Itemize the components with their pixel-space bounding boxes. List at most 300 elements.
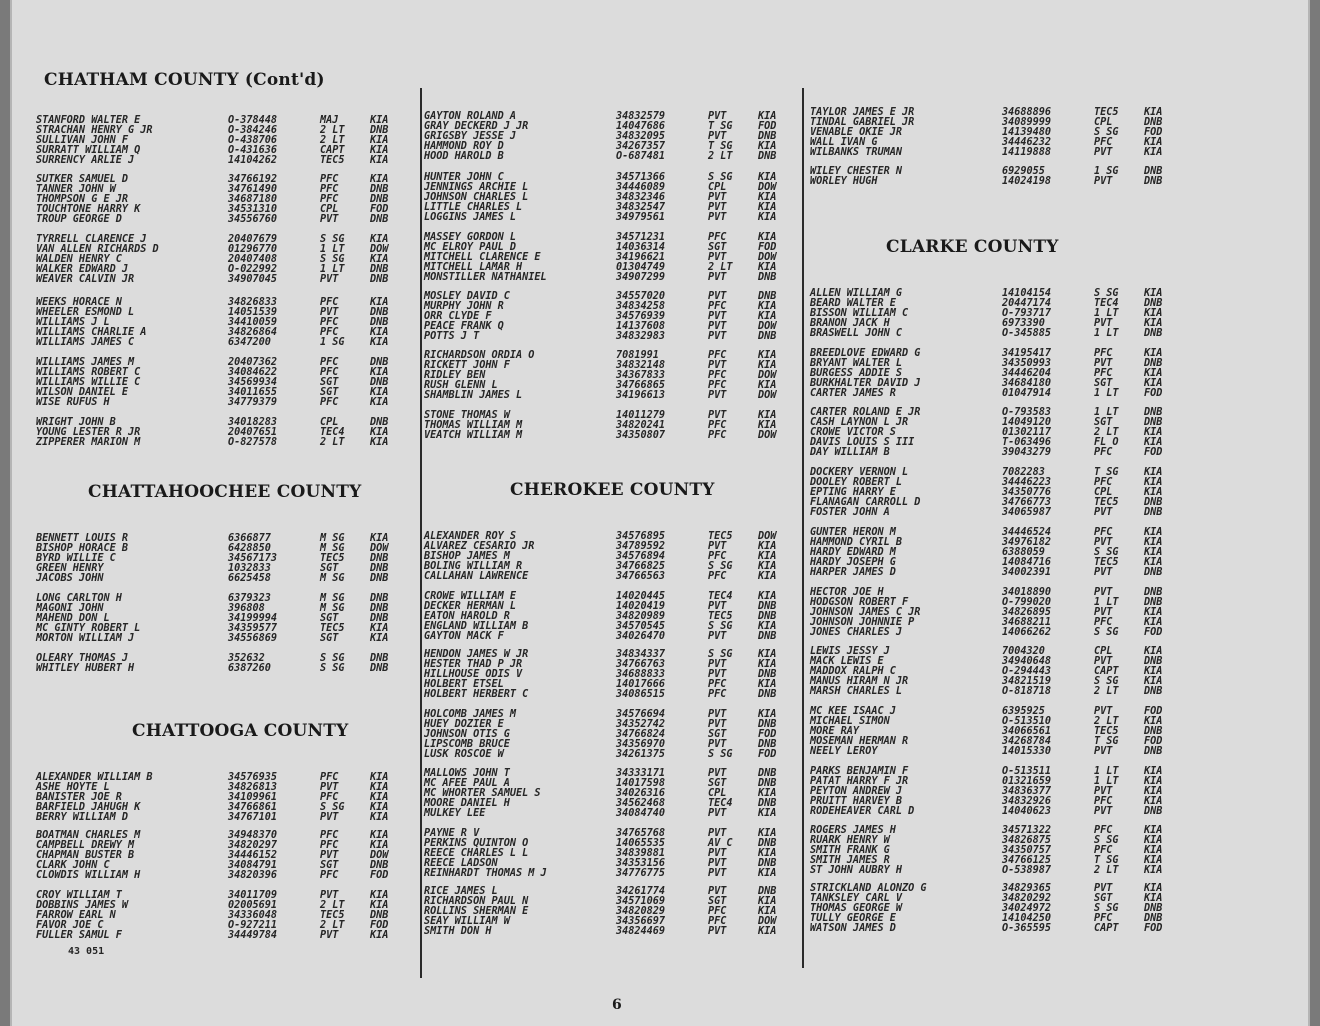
- rank: S SG: [320, 802, 345, 813]
- rank: PFC: [708, 551, 727, 562]
- service-number: 34571366: [616, 172, 666, 183]
- status: DNB: [1144, 913, 1163, 924]
- service-number: 01047914: [1002, 388, 1052, 399]
- service-number: 34066561: [1002, 726, 1052, 737]
- rank: 1 SG: [1094, 166, 1119, 177]
- casualty-name: ALLEN WILLIAM G: [810, 288, 903, 299]
- status: KIA: [370, 900, 389, 911]
- service-number: 34940648: [1002, 656, 1052, 667]
- casualty-name: HILLHOUSE ODIS V: [424, 669, 523, 680]
- casualty-name: HUNTER JOHN C: [424, 172, 504, 183]
- casualty-name: MC GINTY ROBERT L: [36, 623, 141, 634]
- casualty-name: BYRD WILLIE C: [36, 553, 116, 564]
- service-number: 34576939: [616, 311, 666, 322]
- status: FOD: [758, 121, 777, 132]
- service-number: 20447174: [1002, 298, 1052, 309]
- service-number: 34267357: [616, 141, 666, 152]
- service-number: 34359577: [228, 623, 278, 634]
- document-page: [10, 0, 1310, 1026]
- status: KIA: [370, 437, 389, 448]
- casualty-name: BRANON JACK H: [810, 318, 890, 329]
- county-heading: CHATTOOGA COUNTY: [132, 721, 349, 741]
- status: KIA: [1144, 557, 1163, 568]
- rank: SGT: [320, 563, 339, 574]
- service-number: 1032833: [228, 563, 271, 574]
- rank: PVT: [708, 659, 727, 670]
- status: DNB: [1144, 726, 1163, 737]
- casualty-name: MOSEMAN HERMAN R: [810, 736, 909, 747]
- rank: PFC: [708, 301, 727, 312]
- casualty-name: SURRATT WILLIAM Q: [36, 145, 141, 156]
- casualty-name: HECTOR JOE H: [810, 587, 884, 598]
- service-number: 34576895: [616, 531, 666, 542]
- rank: 1 SG: [320, 337, 345, 348]
- status: FOD: [370, 920, 389, 931]
- rank: T SG: [708, 121, 733, 132]
- service-number: 34767101: [228, 812, 278, 823]
- casualty-name: MULKEY LEE: [424, 808, 486, 819]
- rank: TEC4: [1094, 298, 1119, 309]
- service-number: 6388059: [1002, 547, 1045, 558]
- casualty-name: WHEELER ESMOND L: [36, 307, 135, 318]
- service-number: 34356697: [616, 916, 666, 927]
- status: DOW: [758, 430, 777, 441]
- rank: TEC5: [320, 155, 345, 166]
- status: FOD: [370, 204, 389, 215]
- status: DNB: [370, 563, 389, 574]
- rank: PVT: [1094, 806, 1113, 817]
- casualty-name: WILSON DANIEL E: [36, 387, 129, 398]
- status: KIA: [1144, 318, 1163, 329]
- service-number: O-431636: [228, 145, 278, 156]
- rank: S SG: [708, 749, 733, 760]
- rank: PFC: [320, 397, 339, 408]
- casualty-name: ROLLINS SHERMAN E: [424, 906, 529, 917]
- service-number: 34571231: [616, 232, 666, 243]
- status: KIA: [758, 212, 777, 223]
- casualty-name: SEAY WILLIAM W: [424, 916, 510, 927]
- casualty-name: THOMAS GEORGE W: [810, 903, 903, 914]
- service-number: 14119888: [1002, 147, 1052, 158]
- rank: SGT: [708, 729, 727, 740]
- status: KIA: [370, 782, 389, 793]
- status: DNB: [758, 838, 777, 849]
- status: KIA: [758, 192, 777, 203]
- status: KIA: [1144, 855, 1163, 866]
- status: DNB: [1144, 507, 1163, 518]
- casualty-name: MANUS HIRAM N JR: [810, 676, 909, 687]
- rank: TEC5: [320, 553, 345, 564]
- service-number: 34826864: [228, 327, 278, 338]
- service-number: 6379323: [228, 593, 271, 604]
- service-number: 34820989: [616, 611, 666, 622]
- casualty-name: JOHNSON CHARLES L: [424, 192, 529, 203]
- casualty-name: ALEXANDER ROY S: [424, 531, 517, 542]
- service-number: 01304749: [616, 262, 666, 273]
- status: DNB: [370, 357, 389, 368]
- status: KIA: [370, 135, 389, 146]
- casualty-name: HOOD HAROLD B: [424, 151, 504, 162]
- status: KIA: [370, 145, 389, 156]
- rank: PVT: [320, 274, 339, 285]
- rank: TEC4: [320, 427, 345, 438]
- rank: 1 LT: [1094, 766, 1119, 777]
- rank: PFC: [320, 357, 339, 368]
- service-number: 34268784: [1002, 736, 1052, 747]
- status: DNB: [370, 613, 389, 624]
- service-number: 34569934: [228, 377, 278, 388]
- service-number: 34789592: [616, 541, 666, 552]
- status: KIA: [1144, 308, 1163, 319]
- rank: M SG: [320, 603, 345, 614]
- status: KIA: [1144, 865, 1163, 876]
- casualty-name: ST JOHN AUBRY H: [810, 865, 903, 876]
- service-number: 34979561: [616, 212, 666, 223]
- casualty-name: LIPSCOMB BRUCE: [424, 739, 510, 750]
- casualty-name: STRACHAN HENRY G JR: [36, 125, 153, 136]
- rank: CAPT: [1094, 923, 1119, 934]
- casualty-name: SMITH DON H: [424, 926, 492, 937]
- status: KIA: [370, 633, 389, 644]
- rank: SGT: [708, 242, 727, 253]
- service-number: 7004320: [1002, 646, 1045, 657]
- service-number: 14066262: [1002, 627, 1052, 638]
- status: KIA: [1144, 527, 1163, 538]
- casualty-name: RICE JAMES L: [424, 886, 498, 897]
- status: KIA: [1144, 796, 1163, 807]
- casualty-name: STRICKLAND ALONZO G: [810, 883, 927, 894]
- rank: PVT: [1094, 567, 1113, 578]
- status: DNB: [758, 331, 777, 342]
- casualty-name: CROWE VICTOR S: [810, 427, 896, 438]
- casualty-name: GRIGSBY JESSE J: [424, 131, 517, 142]
- status: KIA: [758, 709, 777, 720]
- rank: CPL: [1094, 117, 1113, 128]
- status: KIA: [1144, 378, 1163, 389]
- column-rule: [802, 88, 804, 968]
- service-number: 352632: [228, 653, 265, 664]
- status: FOD: [370, 870, 389, 881]
- service-number: 34688833: [616, 669, 666, 680]
- status: KIA: [758, 906, 777, 917]
- column-rule: [420, 88, 422, 978]
- casualty-name: MAHEND DON L: [36, 613, 110, 624]
- casualty-name: RODEHEAVER CARL D: [810, 806, 915, 817]
- status: KIA: [370, 254, 389, 265]
- status: KIA: [758, 410, 777, 421]
- casualty-name: DOBBINS JAMES W: [36, 900, 129, 911]
- status: DOW: [758, 321, 777, 332]
- service-number: 14137608: [616, 321, 666, 332]
- rank: M SG: [320, 573, 345, 584]
- status: DNB: [1144, 497, 1163, 508]
- casualty-name: MORTON WILLIAM J: [36, 633, 135, 644]
- casualty-name: WILLIAMS J L: [36, 317, 110, 328]
- status: KIA: [758, 828, 777, 839]
- casualty-name: EATON HAROLD R: [424, 611, 510, 622]
- status: DOW: [370, 850, 389, 861]
- service-number: 34687180: [228, 194, 278, 205]
- status: KIA: [370, 337, 389, 348]
- service-number: 34576894: [616, 551, 666, 562]
- rank: PFC: [1094, 368, 1113, 379]
- status: FOD: [1144, 627, 1163, 638]
- service-number: 34820297: [228, 840, 278, 851]
- service-number: 34907045: [228, 274, 278, 285]
- rank: S SG: [708, 649, 733, 660]
- service-number: 34576935: [228, 772, 278, 783]
- status: DNB: [370, 663, 389, 674]
- rank: S SG: [1094, 547, 1119, 558]
- rank: PVT: [708, 202, 727, 213]
- service-number: 34446089: [616, 182, 666, 193]
- rank: PVT: [708, 886, 727, 897]
- service-number: 34026316: [616, 788, 666, 799]
- casualty-name: BREEDLOVE EDWARD G: [810, 348, 921, 359]
- status: DNB: [758, 611, 777, 622]
- casualty-name: BRYANT WALTER L: [810, 358, 903, 369]
- status: DNB: [1144, 417, 1163, 428]
- rank: PVT: [1094, 786, 1113, 797]
- rank: PFC: [320, 792, 339, 803]
- service-number: 34011655: [228, 387, 278, 398]
- rank: TEC5: [1094, 497, 1119, 508]
- service-number: 34562468: [616, 798, 666, 809]
- status: KIA: [758, 541, 777, 552]
- casualty-name: FARROW EARL N: [36, 910, 116, 921]
- casualty-name: VEATCH WILLIAM M: [424, 430, 523, 441]
- casualty-name: BANISTER JOE R: [36, 792, 122, 803]
- rank: TEC5: [320, 910, 345, 921]
- status: DNB: [1144, 298, 1163, 309]
- service-number: 34571069: [616, 896, 666, 907]
- status: DNB: [758, 601, 777, 612]
- status: KIA: [1144, 467, 1163, 478]
- service-number: 34018283: [228, 417, 278, 428]
- rank: AV C: [708, 838, 733, 849]
- status: KIA: [1144, 646, 1163, 657]
- rank: PVT: [708, 631, 727, 642]
- status: KIA: [758, 591, 777, 602]
- rank: PVT: [708, 868, 727, 879]
- rank: 1 LT: [1094, 597, 1119, 608]
- rank: PFC: [708, 232, 727, 243]
- status: KIA: [370, 623, 389, 634]
- service-number: 6929055: [1002, 166, 1045, 177]
- casualty-name: GAYTON MACK F: [424, 631, 504, 642]
- casualty-name: TINDAL GABRIEL JR: [810, 117, 915, 128]
- service-number: 34446204: [1002, 368, 1052, 379]
- status: DNB: [1144, 806, 1163, 817]
- casualty-name: TANNER JOHN W: [36, 184, 116, 195]
- casualty-name: WILLIAMS WILLIE C: [36, 377, 141, 388]
- service-number: 6387260: [228, 663, 271, 674]
- status: KIA: [758, 788, 777, 799]
- rank: PFC: [320, 327, 339, 338]
- casualty-name: MARSH CHARLES L: [810, 686, 903, 697]
- service-number: 34556869: [228, 633, 278, 644]
- service-number: 34766563: [616, 571, 666, 582]
- rank: 2 LT: [708, 262, 733, 273]
- casualty-name: JOHNSON JAMES C JR: [810, 607, 921, 618]
- status: DNB: [758, 798, 777, 809]
- rank: PVT: [1094, 318, 1113, 329]
- service-number: O-799020: [1002, 597, 1052, 608]
- casualty-name: CROY WILLIAM T: [36, 890, 122, 901]
- casualty-name: WILLIAMS JAMES M: [36, 357, 135, 368]
- service-number: 34196613: [616, 390, 666, 401]
- status: DNB: [758, 886, 777, 897]
- status: KIA: [758, 571, 777, 582]
- rank: TEC4: [708, 798, 733, 809]
- service-number: 34832095: [616, 131, 666, 142]
- casualty-name: ORR CLYDE F: [424, 311, 492, 322]
- rank: S SG: [708, 621, 733, 632]
- county-heading: CHEROKEE COUNTY: [510, 480, 715, 500]
- rank: S SG: [320, 254, 345, 265]
- status: KIA: [370, 772, 389, 783]
- rank: SGT: [1094, 893, 1113, 904]
- status: KIA: [1144, 766, 1163, 777]
- status: DNB: [370, 264, 389, 275]
- service-number: 34024972: [1002, 903, 1052, 914]
- service-number: 14024198: [1002, 176, 1052, 187]
- casualty-name: HOLBERT HERBERT C: [424, 689, 529, 700]
- casualty-name: MC KEE ISAAC J: [810, 706, 896, 717]
- status: KIA: [370, 533, 389, 544]
- rank: PVT: [1094, 883, 1113, 894]
- status: KIA: [1144, 477, 1163, 488]
- casualty-name: RICKETT JOHN F: [424, 360, 510, 371]
- status: DNB: [1144, 587, 1163, 598]
- rank: SGT: [320, 633, 339, 644]
- rank: PVT: [708, 212, 727, 223]
- service-number: 14065535: [616, 838, 666, 849]
- casualty-name: CLOWDIS WILLIAM H: [36, 870, 141, 881]
- service-number: 34195417: [1002, 348, 1052, 359]
- casualty-name: DECKER HERMAN L: [424, 601, 517, 612]
- service-number: O-345885: [1002, 328, 1052, 339]
- rank: S SG: [1094, 127, 1119, 138]
- status: KIA: [1144, 676, 1163, 687]
- rank: TEC5: [708, 531, 733, 542]
- rank: S SG: [320, 663, 345, 674]
- service-number: 34907299: [616, 272, 666, 283]
- casualty-name: HARDY JOSEPH G: [810, 557, 896, 568]
- casualty-name: SULLIVAN JOHN F: [36, 135, 129, 146]
- rank: S SG: [708, 172, 733, 183]
- service-number: 14040623: [1002, 806, 1052, 817]
- status: KIA: [1144, 835, 1163, 846]
- rank: PFC: [1094, 527, 1113, 538]
- status: KIA: [370, 840, 389, 851]
- casualty-name: MOORE DANIEL H: [424, 798, 510, 809]
- service-number: 34766763: [616, 659, 666, 670]
- rank: PVT: [708, 926, 727, 937]
- service-number: 34084740: [616, 808, 666, 819]
- casualty-name: MOSLEY DAVID C: [424, 291, 510, 302]
- service-number: O-438706: [228, 135, 278, 146]
- status: KIA: [758, 311, 777, 322]
- service-number: 34834258: [616, 301, 666, 312]
- status: KIA: [758, 896, 777, 907]
- service-number: 34449784: [228, 930, 278, 941]
- rank: PFC: [708, 380, 727, 391]
- rank: 2 LT: [1094, 427, 1119, 438]
- service-number: 34766865: [616, 380, 666, 391]
- rank: SGT: [320, 377, 339, 388]
- status: KIA: [758, 232, 777, 243]
- casualty-name: RUSH GLENN L: [424, 380, 498, 391]
- status: KIA: [1144, 487, 1163, 498]
- status: KIA: [758, 649, 777, 660]
- rank: PFC: [708, 916, 727, 927]
- status: DNB: [370, 910, 389, 921]
- service-number: O-365595: [1002, 923, 1052, 934]
- status: KIA: [1144, 288, 1163, 299]
- rank: CAPT: [320, 145, 345, 156]
- service-number: 34976182: [1002, 537, 1052, 548]
- service-number: 20407651: [228, 427, 278, 438]
- rank: T SG: [1094, 855, 1119, 866]
- casualty-name: WEAVER CALVIN JR: [36, 274, 135, 285]
- service-number: 14011279: [616, 410, 666, 421]
- rank: PVT: [1094, 706, 1113, 717]
- rank: PFC: [320, 297, 339, 308]
- service-number: 34350807: [616, 430, 666, 441]
- casualty-name: PEACE FRANK Q: [424, 321, 504, 332]
- service-number: 14017666: [616, 679, 666, 690]
- service-number: 34350757: [1002, 845, 1052, 856]
- rank: T SG: [1094, 736, 1119, 747]
- service-number: 34688211: [1002, 617, 1052, 628]
- rank: S SG: [1094, 903, 1119, 914]
- casualty-name: MADDOX RALPH C: [810, 666, 896, 677]
- service-number: 34832926: [1002, 796, 1052, 807]
- casualty-name: HODGSON ROBERT F: [810, 597, 909, 608]
- status: DNB: [758, 131, 777, 142]
- casualty-name: TROUP GEORGE D: [36, 214, 122, 225]
- service-number: 14020445: [616, 591, 666, 602]
- status: DNB: [758, 669, 777, 680]
- rank: CPL: [708, 788, 727, 799]
- casualty-name: SURRENCY ARLIE J: [36, 155, 135, 166]
- county-heading: CHATTAHOOCHEE COUNTY: [88, 482, 362, 502]
- casualty-name: TAYLOR JAMES E JR: [810, 107, 915, 118]
- service-number: 34196621: [616, 252, 666, 263]
- service-number: 14051539: [228, 307, 278, 318]
- casualty-name: WALKER EDWARD J: [36, 264, 129, 275]
- service-number: 34557020: [616, 291, 666, 302]
- service-number: 34446524: [1002, 527, 1052, 538]
- service-number: 34824469: [616, 926, 666, 937]
- casualty-name: CALLAHAN LAWRENCE: [424, 571, 529, 582]
- rank: PVT: [1094, 358, 1113, 369]
- rank: M SG: [320, 533, 345, 544]
- casualty-name: LEWIS JESSY J: [810, 646, 890, 657]
- status: KIA: [370, 367, 389, 378]
- service-number: 34086515: [616, 689, 666, 700]
- rank: PVT: [708, 272, 727, 283]
- rank: SGT: [708, 896, 727, 907]
- casualty-name: CARTER ROLAND E JR: [810, 407, 921, 418]
- casualty-name: GAYTON ROLAND A: [424, 111, 517, 122]
- service-number: 34836377: [1002, 786, 1052, 797]
- casualty-name: BRASWELL JOHN C: [810, 328, 903, 339]
- status: KIA: [370, 802, 389, 813]
- service-number: O-384246: [228, 125, 278, 136]
- service-number: 34832148: [616, 360, 666, 371]
